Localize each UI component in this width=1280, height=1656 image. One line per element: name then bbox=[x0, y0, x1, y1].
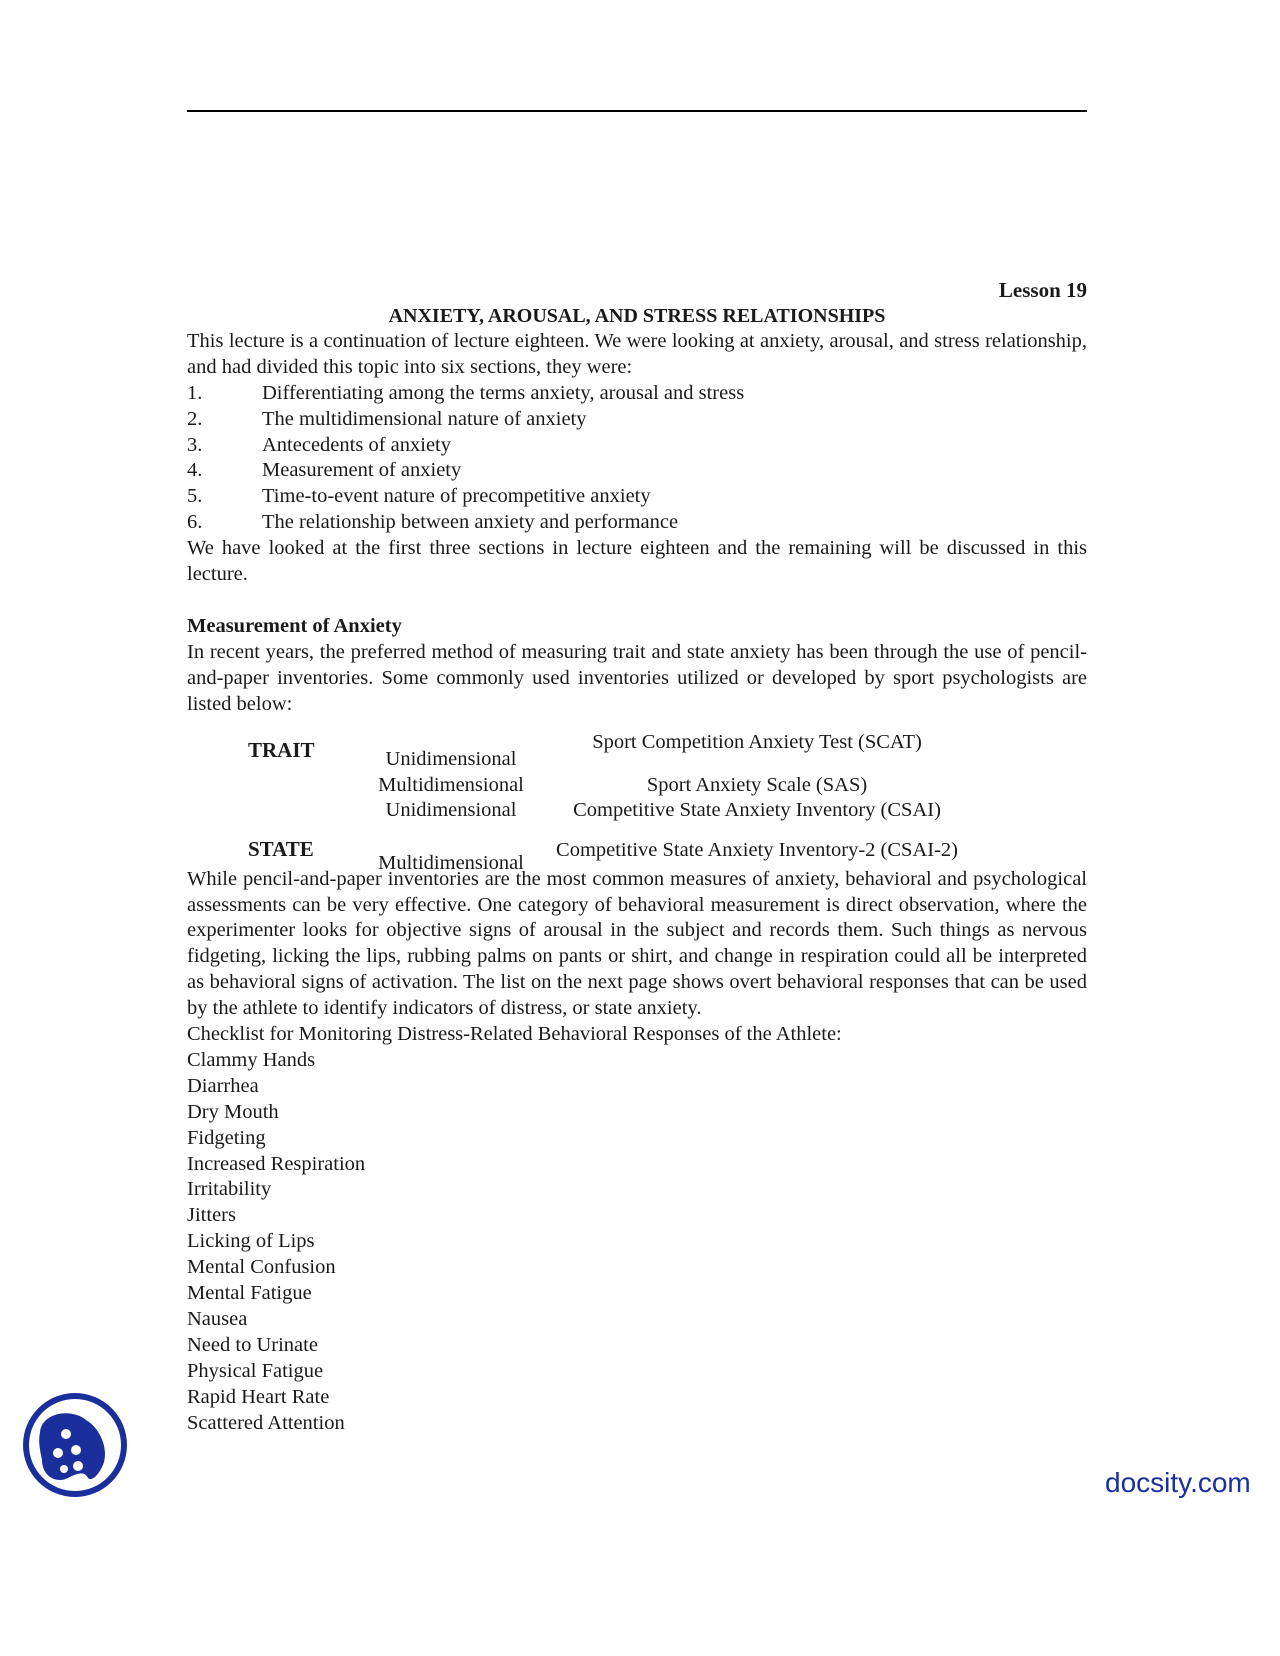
checklist-item: Mental Confusion bbox=[187, 1256, 336, 1279]
inventory-dimension: Multidimensional bbox=[378, 851, 524, 874]
inventory-tool: Sport Competition Anxiety Test (SCAT) bbox=[592, 730, 922, 753]
checklist-item: Fidgeting bbox=[187, 1126, 266, 1149]
list-item bbox=[187, 458, 1087, 484]
intro-paragraph: This lecture is a continuation of lecture eighteen. We were looking at anxiety, arousal, and stress relationship, and had divided this topic into six sections, they were: bbox=[187, 329, 1087, 378]
behavioral-paragraph: While pencil-and-paper inventories are the most common measures of anxiety, behavioral and psychological assessments can be very effective. One category of behavioral measurement is direct observation, where the experimenter looks for objective signs of arousal in the subject and records them. Such things as nervous fidgeting, licking the lips, rubbing palms on pants or shirt, and change in respiration could all be interpreted as behavioral signs of activation. The list on the next page shows overt behavioral responses that can be used by the athlete to identify indicators of distress, or state anxiety. bbox=[187, 867, 1087, 1020]
checklist-item: Mental Fatigue bbox=[187, 1282, 312, 1305]
sections-list bbox=[187, 381, 1087, 536]
list-text: Antecedents of anxiety bbox=[262, 433, 451, 456]
lesson-number: Lesson 19 bbox=[998, 278, 1087, 302]
checklist-item: Physical Fatigue bbox=[187, 1359, 324, 1382]
inventory-dimension: Unidimensional bbox=[385, 798, 517, 821]
checklist-item: Dry Mouth bbox=[187, 1100, 279, 1123]
list-number: 1. bbox=[187, 381, 203, 404]
after-list-paragraph: We have looked at the first three sections in lecture eighteen and the remaining will be discussed in this lecture. bbox=[187, 537, 1087, 586]
trait-label: TRAIT bbox=[248, 737, 315, 762]
checklist-item: Clammy Hands bbox=[187, 1048, 316, 1071]
inventory-table bbox=[187, 722, 1087, 874]
state-label: STATE bbox=[248, 836, 314, 861]
checklist-item: Need to Urinate bbox=[187, 1333, 318, 1356]
checklist-item: Scattered Attention bbox=[187, 1411, 345, 1434]
list-text: Differentiating among the terms anxiety, arousal and stress bbox=[262, 381, 745, 404]
checklist-item: Increased Respiration bbox=[187, 1152, 366, 1175]
list-item bbox=[187, 433, 1087, 459]
checklist-item: Licking of Lips bbox=[187, 1230, 315, 1253]
page-title: ANXIETY, AROUSAL, AND STRESS RELATIONSHIPS bbox=[388, 304, 886, 327]
list-item bbox=[187, 484, 1087, 510]
list-text: The multidimensional nature of anxiety bbox=[262, 407, 587, 430]
list-number: 3. bbox=[187, 433, 203, 456]
checklist bbox=[187, 1048, 1087, 1437]
list-number: 6. bbox=[187, 511, 203, 534]
list-text: Measurement of anxiety bbox=[262, 459, 462, 482]
inventory-tool: Competitive State Anxiety Inventory-2 (CSAI-2) bbox=[556, 838, 958, 861]
header-rule bbox=[187, 110, 1087, 112]
checklist-item: Diarrhea bbox=[187, 1074, 259, 1097]
checklist-title: Checklist for Monitoring Distress-Related Behavioral Responses of the Athlete: bbox=[187, 1023, 842, 1046]
measurement-paragraph: In recent years, the preferred method of measuring trait and state anxiety has been through the use of pencil-and-paper inventories. Some commonly used inventories utilized or developed by sport psychologists are listed below: bbox=[187, 640, 1087, 715]
inventory-tool: Sport Anxiety Scale (SAS) bbox=[646, 773, 868, 796]
checklist-item: Jitters bbox=[187, 1204, 236, 1227]
list-item bbox=[187, 381, 1087, 407]
docsity-logo-graphic bbox=[20, 1390, 130, 1500]
brand-link[interactable]: docsity.com bbox=[1105, 1467, 1251, 1498]
section-heading: Measurement of Anxiety bbox=[187, 614, 402, 637]
list-item bbox=[187, 407, 1087, 433]
list-number: 2. bbox=[187, 407, 203, 430]
docsity-logo-icon[interactable] bbox=[20, 1390, 130, 1500]
checklist-item: Irritability bbox=[187, 1178, 272, 1201]
inventory-dimension: Multidimensional bbox=[378, 773, 524, 796]
document-body bbox=[187, 278, 1087, 1437]
checklist-item: Nausea bbox=[187, 1308, 248, 1330]
checklist-item: Rapid Heart Rate bbox=[187, 1385, 330, 1408]
list-item bbox=[187, 510, 1087, 536]
list-text: Time-to-event nature of precompetitive anxiety bbox=[262, 485, 651, 508]
inventory-dimension: Unidimensional bbox=[385, 747, 517, 770]
inventory-tool: Competitive State Anxiety Inventory (CSAI) bbox=[573, 798, 941, 821]
list-text: The relationship between anxiety and performance bbox=[262, 511, 679, 534]
list-number: 4. bbox=[187, 459, 203, 482]
list-number: 5. bbox=[187, 485, 203, 508]
